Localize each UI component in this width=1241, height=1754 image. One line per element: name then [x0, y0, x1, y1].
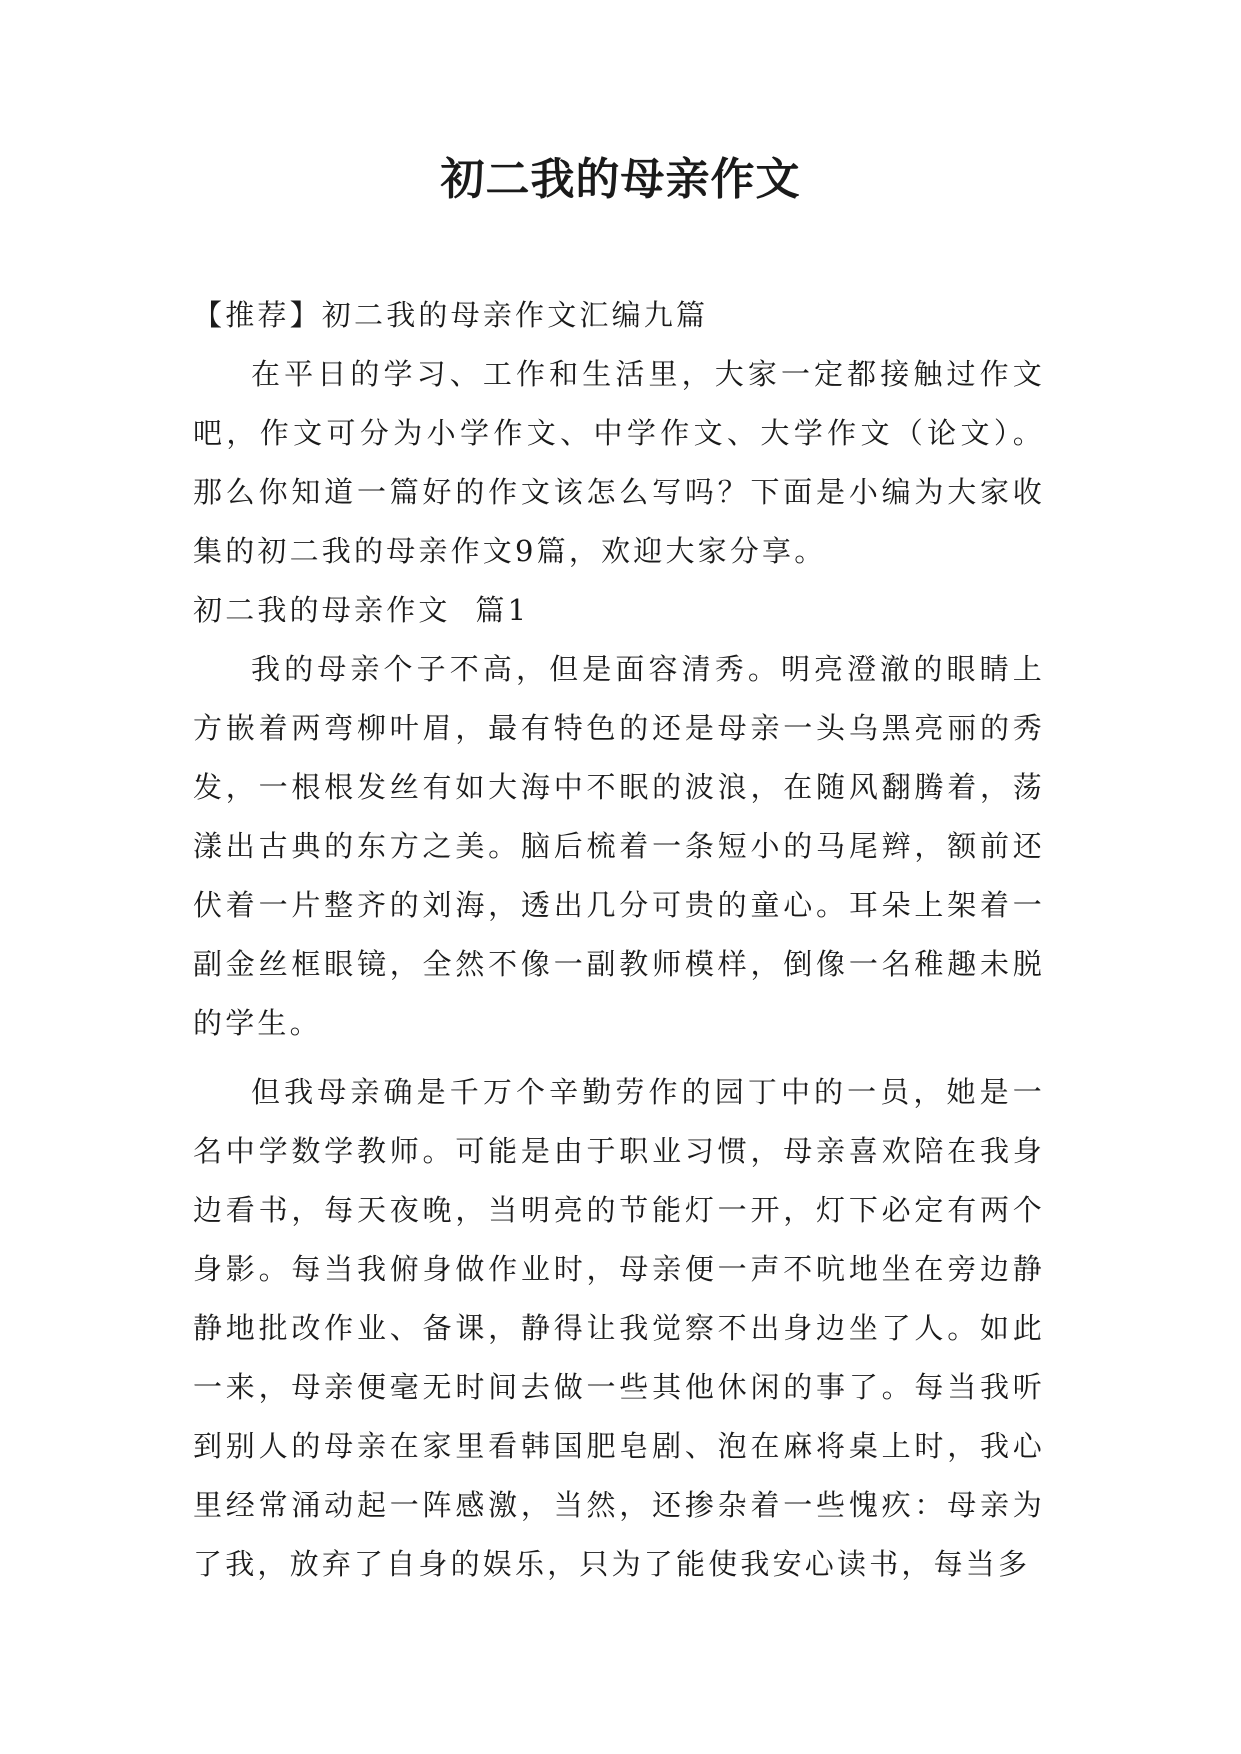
- intro-paragraph: 在平日的学习、工作和生活里，大家一定都接触过作文吧，作文可分为小学作文、中学作文、大学作文（论文）。那么你知道一篇好的作文该怎么写吗？下面是小编为大家收集的初二我的母亲作文9篇，欢迎大家分享。: [193, 357, 1045, 568]
- document-title: 初二我的母亲作文: [440, 154, 801, 205]
- document-subtitle: 【推荐】初二我的母亲作文汇编九篇: [193, 298, 709, 332]
- body-paragraph-1: 我的母亲个子不高，但是面容清秀。明亮澄澈的眼睛上方嵌着两弯柳叶眉，最有特色的还是母亲一头乌黑亮丽的秀发，一根根发丝有如大海中不眠的波浪，在随风翻腾着，荡漾出古典的东方之美。脑后梳着一条短小的马尾辫，额前还伏着一片整齐的刘海，透出几分可贵的童心。耳朵上架着一副金丝框眼镜，全然不像一副教师模样，倒像一名稚趣未脱的学生。: [193, 652, 1045, 1040]
- body-paragraph-2: 但我母亲确是千万个辛勤劳作的园丁中的一员，她是一名中学数学教师。可能是由于职业习惯，母亲喜欢陪在我身边看书，每天夜晚，当明亮的节能灯一开，灯下必定有两个身影。每当我俯身做作业时，母亲便一声不吭地坐在旁边静静地批改作业、备课，静得让我觉察不出身边坐了人。如此一来，母亲便毫无时间去做一些其他休闲的事了。每当我听到别人的母亲在家里看韩国肥皂剧、泡在麻将桌上时，我心里经常涌动起一阵感激，当然，还掺杂着一些愧疚：母亲为了我，放弃了自身的娱乐，只为了能使我安心读书，每当多: [193, 1075, 1045, 1581]
- document-body: [193, 286, 1045, 1594]
- section-heading: 初二我的母亲作文 篇1: [193, 593, 530, 627]
